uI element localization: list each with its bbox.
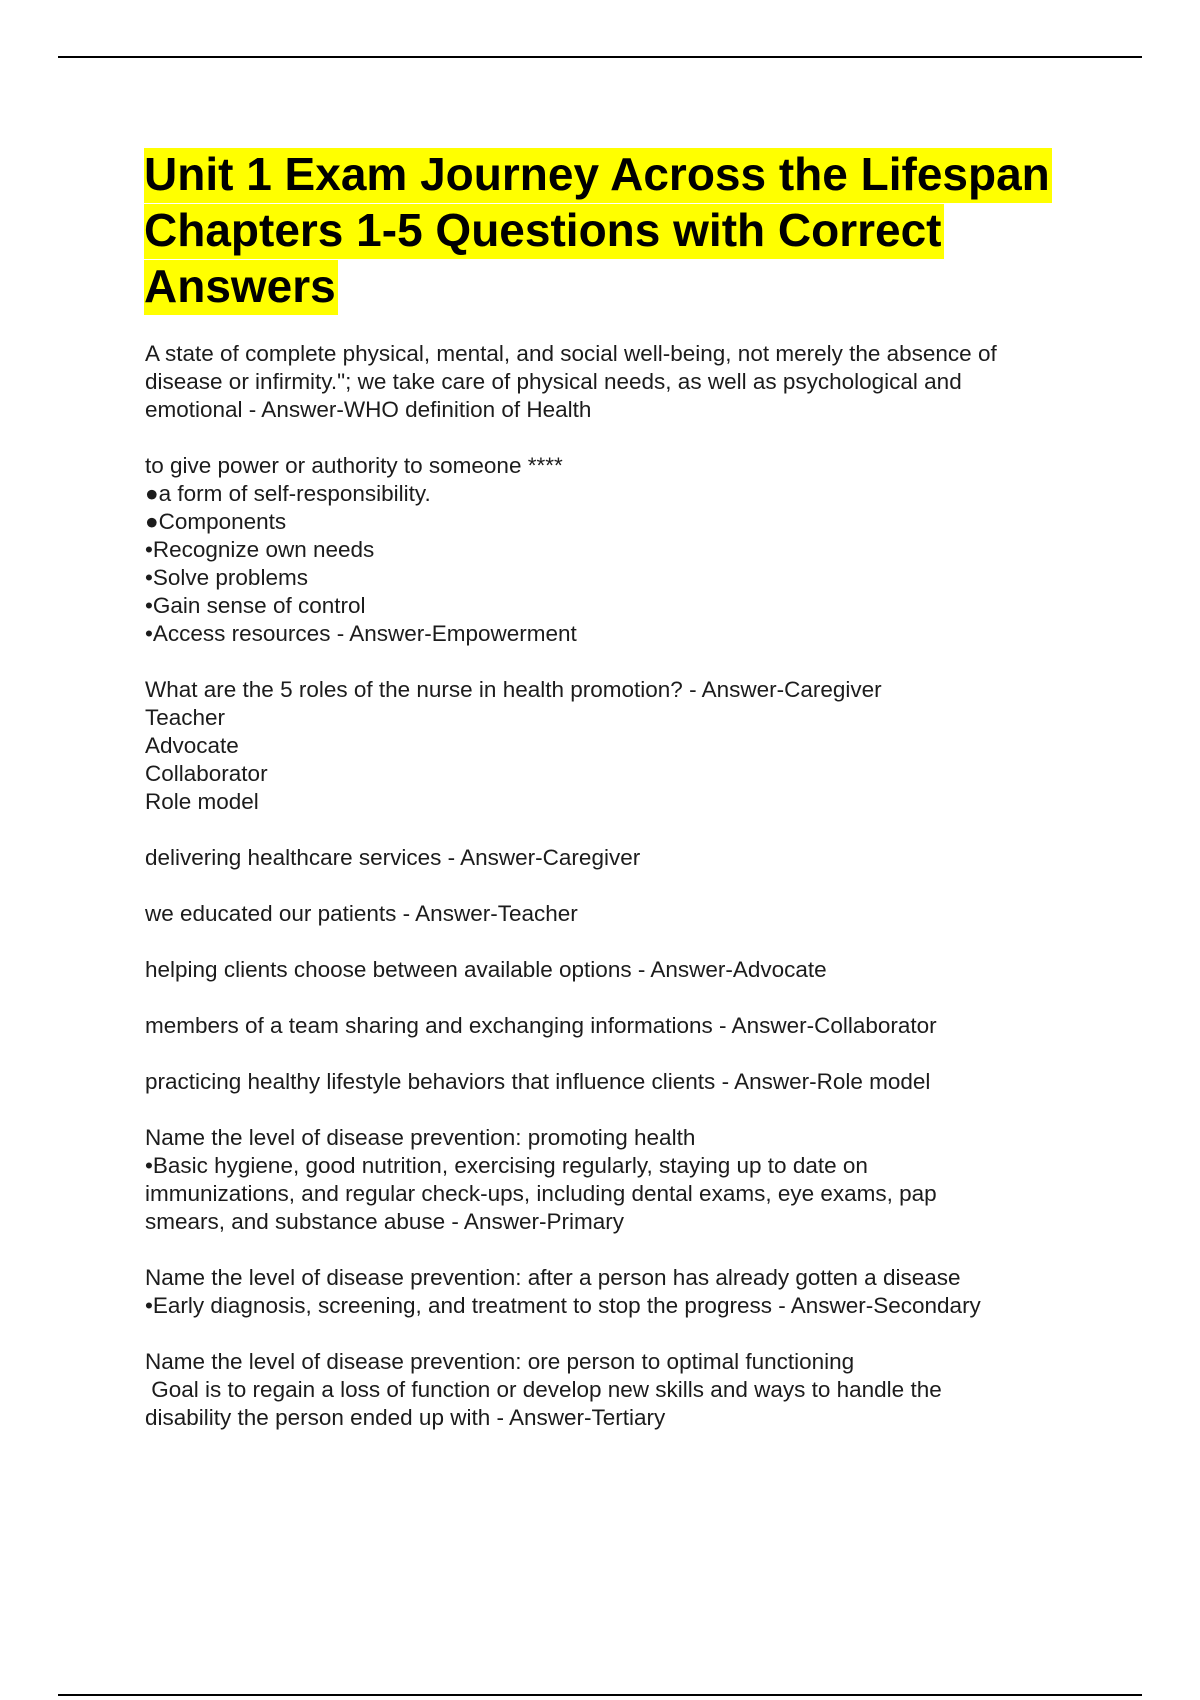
qa-line: we educated our patients - Answer-Teacher <box>145 901 578 926</box>
qa-line: delivering healthcare services - Answer-Caregiver <box>145 845 641 870</box>
qa-line: practicing healthy lifestyle behaviors that influence clients - Answer-Role model <box>145 1069 931 1094</box>
qa-entry <box>145 676 1085 816</box>
top-rule <box>58 56 1142 58</box>
qa-line: immunizations, and regular check-ups, including dental exams, eye exams, pap <box>145 1181 937 1206</box>
qa-line: A state of complete physical, mental, and social well-being, not merely the absence of <box>145 341 997 366</box>
title-highlight: Unit 1 Exam Journey Across the Lifespan Chapters 1-5 Questions with Correct Answers <box>144 148 1052 315</box>
qa-line: Goal is to regain a loss of function or develop new skills and ways to handle the <box>145 1377 942 1402</box>
qa-line: disease or infirmity."; we take care of physical needs, as well as psychological and <box>145 369 962 394</box>
qa-line: Collaborator <box>145 761 268 786</box>
qa-line: helping clients choose between available options - Answer-Advocate <box>145 957 827 982</box>
qa-entry <box>145 844 1085 872</box>
qa-entry <box>145 452 1085 648</box>
document-title <box>144 146 1064 314</box>
qa-line: smears, and substance abuse - Answer-Primary <box>145 1209 624 1234</box>
qa-line: ●a form of self-responsibility. <box>145 481 431 506</box>
qa-line: •Early diagnosis, screening, and treatment to stop the progress - Answer-Secondary <box>145 1293 981 1318</box>
qa-entry <box>145 1264 1085 1320</box>
qa-entry <box>145 900 1085 928</box>
qa-line: ●Components <box>145 509 287 534</box>
qa-line: Advocate <box>145 733 239 758</box>
qa-entry <box>145 1068 1085 1096</box>
qa-entry <box>145 1012 1085 1040</box>
qa-entry <box>145 340 1085 424</box>
qa-line: •Recognize own needs <box>145 537 375 562</box>
qa-line: disability the person ended up with - Answer-Tertiary <box>145 1405 666 1430</box>
bottom-rule <box>58 1694 1142 1696</box>
qa-line: •Access resources - Answer-Empowerment <box>145 621 577 646</box>
qa-line: Role model <box>145 789 259 814</box>
qa-line: Name the level of disease prevention: after a person has already gotten a disease <box>145 1265 961 1290</box>
qa-line: emotional - Answer-WHO definition of Health <box>145 397 592 422</box>
qa-line: Name the level of disease prevention: promoting health <box>145 1125 696 1150</box>
qa-entry <box>145 956 1085 984</box>
qa-line: Name the level of disease prevention: ore person to optimal functioning <box>145 1349 855 1374</box>
qa-line: Teacher <box>145 705 226 730</box>
qa-line: •Solve problems <box>145 565 308 590</box>
qa-entry <box>145 1124 1085 1236</box>
qa-line: What are the 5 roles of the nurse in health promotion? - Answer-Caregiver <box>145 677 882 702</box>
qa-line: to give power or authority to someone **** <box>145 453 563 478</box>
qa-line: •Gain sense of control <box>145 593 366 618</box>
qa-line: •Basic hygiene, good nutrition, exercising regularly, staying up to date on <box>145 1153 868 1178</box>
qa-entry <box>145 1348 1085 1432</box>
qa-line: members of a team sharing and exchanging informations - Answer-Collaborator <box>145 1013 937 1038</box>
qa-list <box>145 340 1085 1460</box>
